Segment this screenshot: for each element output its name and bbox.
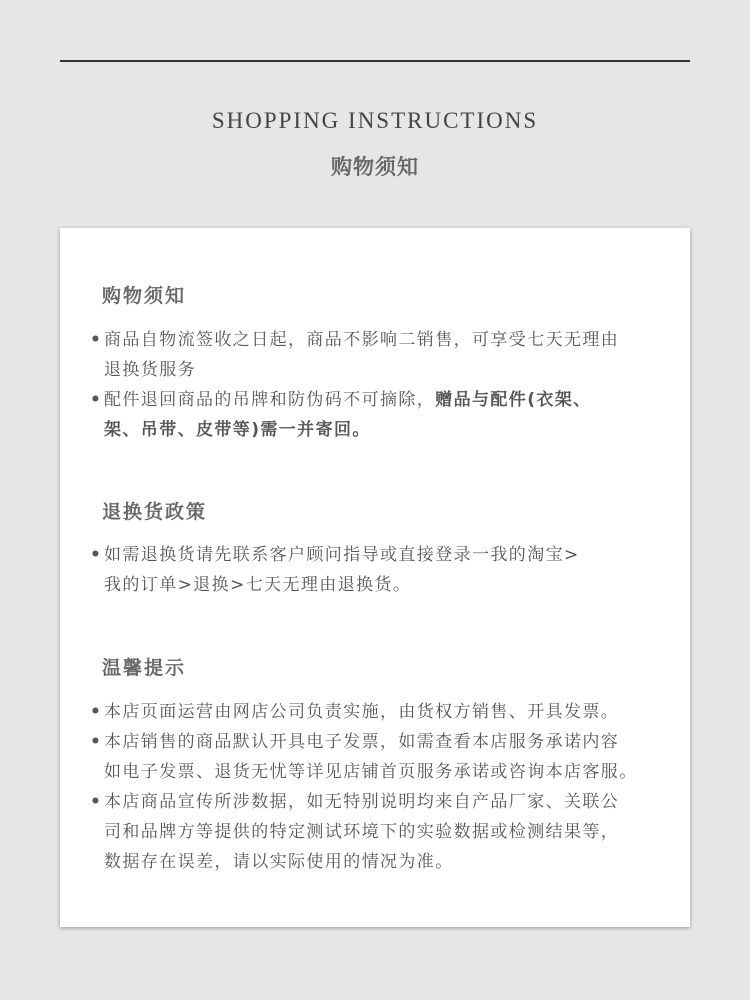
instructions-card	[60, 228, 690, 927]
list-item	[90, 385, 684, 445]
section-heading-tips: 温馨提示	[102, 657, 187, 679]
item-line: 数据存在误差，请以实际使用的情况为准。	[104, 852, 454, 872]
item-line: 退换货服务	[104, 360, 196, 380]
item-text-bold: 架、吊带、皮带等)需一并寄回。	[104, 420, 371, 440]
list-item	[90, 540, 684, 600]
bullet-icon: •	[90, 702, 103, 722]
bullet-icon: •	[90, 792, 103, 812]
item-line	[104, 385, 684, 415]
list-item	[90, 697, 684, 727]
list-item	[90, 727, 684, 787]
item-line: 商品自物流签收之日起，商品不影响二销售，可享受七天无理由	[104, 330, 620, 350]
top-divider	[60, 60, 690, 62]
page-title-en: SHOPPING INSTRUCTIONS	[211, 108, 539, 133]
list-item	[90, 325, 684, 385]
item-line: 本店页面运营由网店公司负责实施，由货权方销售、开具发票。	[104, 702, 620, 722]
item-line: 如电子发票、退货无忧等详见店铺首页服务承诺或咨询本店客服。	[104, 762, 638, 782]
item-line: 我的订单>退换>七天无理由退换货。	[104, 575, 412, 595]
section-heading-shopping: 购物须知	[102, 285, 187, 307]
bullet-icon: •	[90, 732, 103, 752]
page-title-zh: 购物须知	[331, 155, 419, 179]
section-heading-returns: 退换货政策	[102, 501, 208, 523]
item-line: 司和品牌方等提供的特定测试环境下的实验数据或检测结果等，	[104, 822, 620, 842]
item-text: 配件退回商品的吊牌和防伪码不可摘除，	[104, 390, 436, 410]
item-line: 本店销售的商品默认开具电子发票，如需查看本店服务承诺内容	[104, 732, 620, 752]
bullet-icon: •	[90, 545, 103, 565]
item-text-bold: 赠品与配件(衣架、	[435, 390, 592, 410]
bullet-icon: •	[90, 390, 103, 410]
list-item	[90, 787, 684, 877]
bullet-icon: •	[90, 330, 103, 350]
item-line: 本店商品宣传所涉数据，如无特别说明均来自产品厂家、关联公	[104, 792, 620, 812]
item-line: 如需退换货请先联系客户顾问指导或直接登录一我的淘宝>	[104, 545, 580, 565]
